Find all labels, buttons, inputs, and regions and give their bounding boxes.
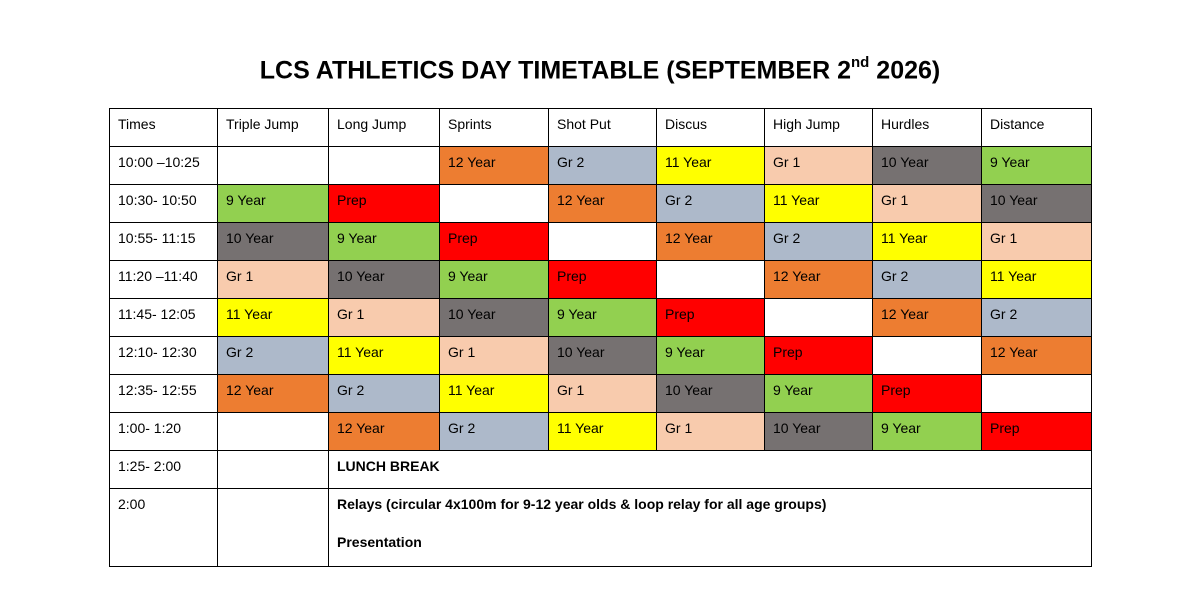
event-cell: Prep [765, 337, 873, 375]
event-cell: Gr 2 [765, 223, 873, 261]
event-cell: 12 Year [657, 223, 765, 261]
event-cell: 11 Year [440, 375, 549, 413]
header-cell: Times [110, 109, 218, 147]
relays-description [329, 489, 1092, 567]
event-cell: 9 Year [982, 147, 1092, 185]
title-superscript: nd [851, 54, 870, 71]
event-cell: 10 Year [982, 185, 1092, 223]
time-cell: 11:20 –11:40 [110, 261, 218, 299]
event-cell: Gr 1 [765, 147, 873, 185]
event-cell: 10 Year [549, 337, 657, 375]
page-title [0, 56, 1200, 85]
title-end: 2026) [869, 56, 941, 85]
event-cell: 9 Year [657, 337, 765, 375]
empty-cell [218, 451, 329, 489]
time-cell: 10:55- 11:15 [110, 223, 218, 261]
schedule-row [110, 337, 1092, 375]
header-cell: Discus [657, 109, 765, 147]
event-cell: Gr 1 [218, 261, 329, 299]
relays-label: Relays (circular 4x100m for 9-12 year olds & loop relay for all age groups) [337, 496, 827, 512]
event-cell: 9 Year [549, 299, 657, 337]
time-cell: 11:45- 12:05 [110, 299, 218, 337]
header-cell: Long Jump [329, 109, 440, 147]
event-cell: 12 Year [549, 185, 657, 223]
event-cell: Prep [657, 299, 765, 337]
event-cell [657, 261, 765, 299]
header-cell: Hurdles [873, 109, 982, 147]
time-cell: 2:00 [110, 489, 218, 567]
event-cell: Gr 2 [657, 185, 765, 223]
header-cell: High Jump [765, 109, 873, 147]
event-cell: Gr 2 [218, 337, 329, 375]
event-cell: 9 Year [440, 261, 549, 299]
event-cell: Prep [873, 375, 982, 413]
event-cell: 10 Year [765, 413, 873, 451]
event-cell [218, 413, 329, 451]
event-cell: 10 Year [657, 375, 765, 413]
event-cell: 10 Year [873, 147, 982, 185]
event-cell [329, 147, 440, 185]
event-cell [440, 185, 549, 223]
event-cell [873, 337, 982, 375]
time-cell: 1:25- 2:00 [110, 451, 218, 489]
event-cell [218, 147, 329, 185]
event-cell: 9 Year [329, 223, 440, 261]
schedule-row [110, 147, 1092, 185]
event-cell: 12 Year [873, 299, 982, 337]
empty-cell [218, 489, 329, 567]
event-cell: 11 Year [765, 185, 873, 223]
lunch-break-label: LUNCH BREAK [329, 451, 1092, 489]
event-cell: 11 Year [657, 147, 765, 185]
header-cell: Shot Put [549, 109, 657, 147]
event-cell: 12 Year [440, 147, 549, 185]
schedule-row [110, 299, 1092, 337]
time-cell: 12:10- 12:30 [110, 337, 218, 375]
event-cell: Gr 1 [873, 185, 982, 223]
event-cell: 11 Year [549, 413, 657, 451]
event-cell: 11 Year [982, 261, 1092, 299]
header-row [110, 109, 1092, 147]
timetable [109, 108, 1092, 567]
header-cell: Triple Jump [218, 109, 329, 147]
event-cell: Gr 1 [329, 299, 440, 337]
schedule-row [110, 413, 1092, 451]
event-cell: Gr 1 [440, 337, 549, 375]
event-cell: Prep [982, 413, 1092, 451]
event-cell: Gr 1 [549, 375, 657, 413]
event-cell: Gr 2 [329, 375, 440, 413]
event-cell: Prep [549, 261, 657, 299]
header-cell: Sprints [440, 109, 549, 147]
time-cell: 10:00 –10:25 [110, 147, 218, 185]
schedule-row [110, 261, 1092, 299]
schedule-row [110, 185, 1092, 223]
event-cell: Gr 2 [873, 261, 982, 299]
event-cell: 10 Year [329, 261, 440, 299]
event-cell: Gr 2 [982, 299, 1092, 337]
time-cell: 12:35- 12:55 [110, 375, 218, 413]
relays-row [110, 489, 1092, 567]
lunch-row [110, 451, 1092, 489]
event-cell: 10 Year [218, 223, 329, 261]
event-cell: 12 Year [218, 375, 329, 413]
event-cell: 11 Year [873, 223, 982, 261]
presentation-label: Presentation [337, 534, 422, 550]
event-cell [549, 223, 657, 261]
event-cell [765, 299, 873, 337]
event-cell: 12 Year [982, 337, 1092, 375]
header-cell: Distance [982, 109, 1092, 147]
event-cell [982, 375, 1092, 413]
event-cell: Gr 2 [440, 413, 549, 451]
event-cell: 11 Year [329, 337, 440, 375]
event-cell: 10 Year [440, 299, 549, 337]
schedule-row [110, 375, 1092, 413]
event-cell: Gr 2 [549, 147, 657, 185]
event-cell: 12 Year [329, 413, 440, 451]
event-cell: Prep [440, 223, 549, 261]
event-cell: 12 Year [765, 261, 873, 299]
event-cell: Gr 1 [657, 413, 765, 451]
time-cell: 1:00- 1:20 [110, 413, 218, 451]
event-cell: 11 Year [218, 299, 329, 337]
event-cell: Gr 1 [982, 223, 1092, 261]
event-cell: 9 Year [873, 413, 982, 451]
event-cell: 9 Year [218, 185, 329, 223]
schedule-row [110, 223, 1092, 261]
event-cell: Prep [329, 185, 440, 223]
event-cell: 9 Year [765, 375, 873, 413]
title-main: LCS ATHLETICS DAY TIMETABLE (SEPTEMBER 2 [259, 56, 852, 85]
time-cell: 10:30- 10:50 [110, 185, 218, 223]
